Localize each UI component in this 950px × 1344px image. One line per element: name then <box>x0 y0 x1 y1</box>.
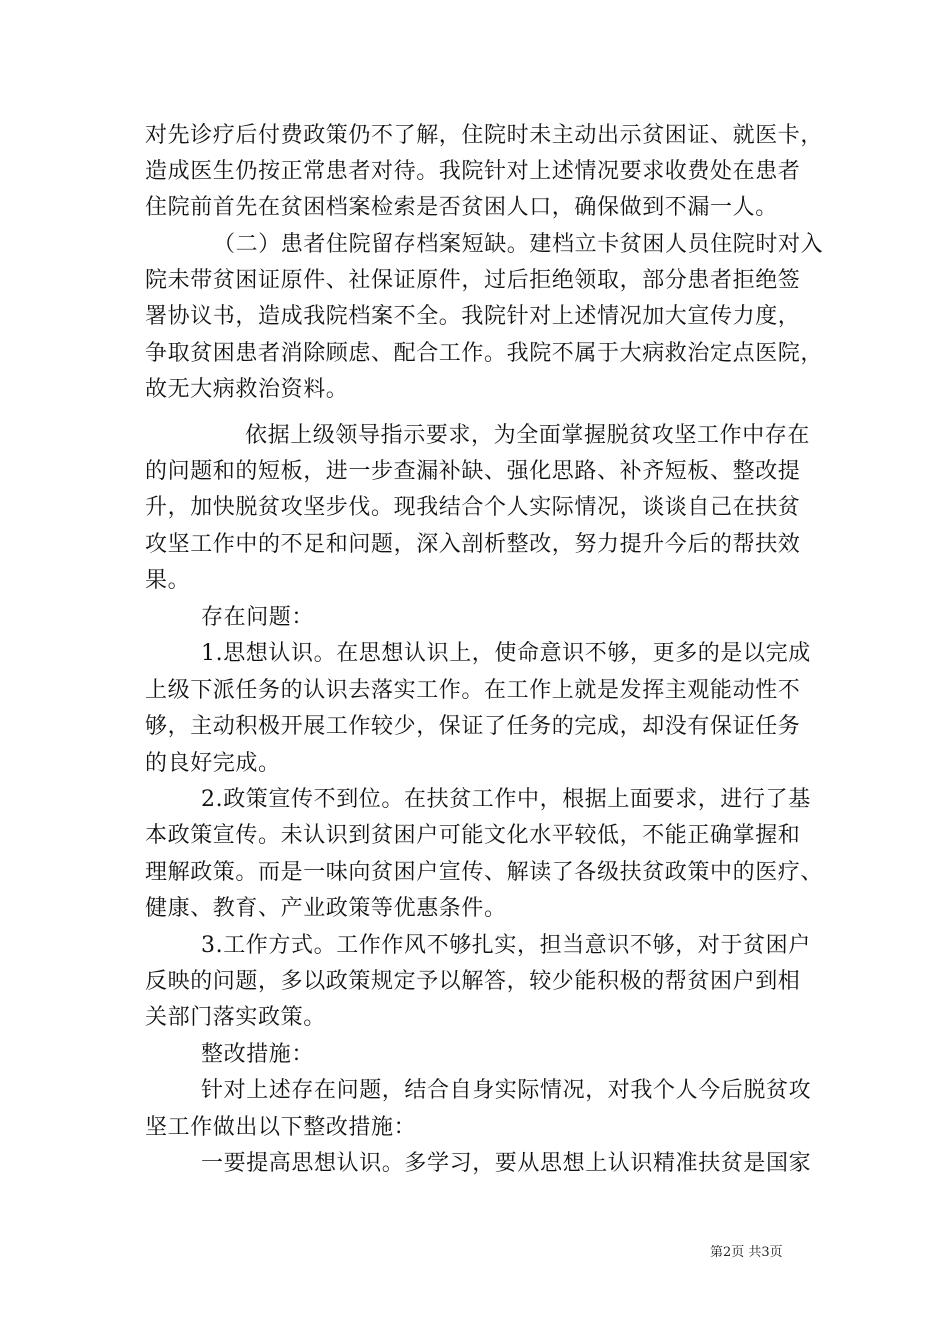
text-line-7: 争取贫困患者消除顾虑、配合工作。我院不属于大病救治定点医院， <box>145 341 824 366</box>
text-line-3: 住院前首先在贫困档案检索是否贫困人口，确保做到不漏一人。 <box>145 195 778 220</box>
text-line-14: 存在问题： <box>201 605 315 630</box>
text-line-26: 整改措施： <box>201 1042 315 1067</box>
text-line-2: 造成医生仍按正常患者对待。我院针对上述情况要求收费处在患者 <box>145 159 801 184</box>
text-line-11: 升，加快脱贫攻坚步伐。现我结合个人实际情况，谈谈自己在扶贫 <box>145 495 801 520</box>
text-line-18: 的良好完成。 <box>145 751 281 776</box>
text-line-28: 坚工作做出以下整改措施： <box>145 1115 417 1140</box>
text-line-8: 故无大病救治资料。 <box>145 377 349 402</box>
text-line-22: 健康、教育、产业政策等优惠条件。 <box>145 896 507 921</box>
text-line-9: 依据上级领导指示要求，为全面掌握脱贫攻坚工作中存在 <box>245 423 811 448</box>
text-line-24: 反映的问题，多以政策规定予以解答，较少能积极的帮贫困户到相 <box>145 969 801 994</box>
text-line-4: （二）患者住院留存档案短缺。建档立卡贫困人员住院时对入 <box>213 232 824 257</box>
page-number-footer: 第2页 共3页 <box>710 1245 783 1260</box>
text-line-16: 上级下派任务的认识去落实工作。在工作上就是发挥主观能动性不 <box>145 678 801 703</box>
text-line-5: 院未带贫困证原件、社保证原件，过后拒绝领取，部分患者拒绝签 <box>145 268 801 293</box>
text-line-20: 本政策宣传。未认识到贫困户可能文化水平较低，不能正确掌握和 <box>145 823 801 848</box>
text-line-23: 3.工作方式。工作作风不够扎实，担当意识不够，对于贫困户 <box>201 933 811 958</box>
text-line-21: 理解政策。而是一味向贫困户宣传、解读了各级扶贫政策中的医疗、 <box>145 860 824 885</box>
text-line-27: 针对上述存在问题，结合自身实际情况，对我个人今后脱贫攻 <box>201 1078 812 1103</box>
text-line-17: 够，主动积极开展工作较少，保证了任务的完成，却没有保证任务 <box>145 714 801 739</box>
text-line-10: 的问题和的短板，进一步查漏补缺、强化思路、补齐短板、整改提 <box>145 459 801 484</box>
text-line-13: 果。 <box>145 568 191 593</box>
text-line-12: 攻坚工作中的不足和问题，深入剖析整改，努力提升今后的帮扶效 <box>145 532 801 557</box>
text-line-19: 2.政策宣传不到位。在扶贫工作中，根据上面要求，进行了基 <box>201 787 811 812</box>
text-line-6: 署协议书，造成我院档案不全。我院针对上述情况加大宣传力度， <box>145 304 801 329</box>
text-line-25: 关部门落实政策。 <box>145 1005 326 1030</box>
text-line-15: 1.思想认识。在思想认识上，使命意识不够，更多的是以完成 <box>201 641 811 666</box>
text-line-29: 一要提高思想认识。多学习，要从思想上认识精准扶贫是国家 <box>201 1151 812 1176</box>
text-line-1: 对先诊疗后付费政策仍不了解，住院时未主动出示贫困证、就医卡， <box>145 123 824 148</box>
